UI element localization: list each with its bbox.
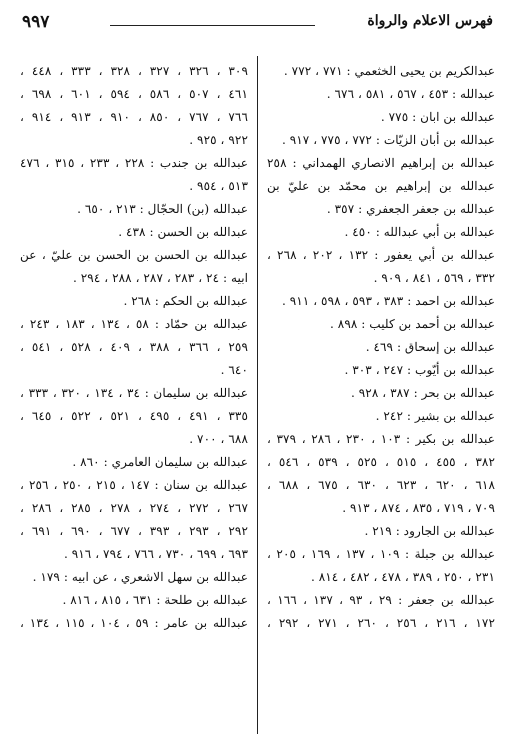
index-entry-line: ٣٣٢ ، ٥٦٩ ، ٨٤١ ، ٩٠٩ . [373, 271, 495, 285]
index-entry-line: ٣٠٩ ، ٣٢٦ ، ٣٢٧ ، ٣٢٨ ، ٣٣٣ ، ٤٤٨ ، [20, 64, 248, 78]
index-entry-line: عبدالله بن أبان الزيّات : ٧٧٢ ، ٧٧٥ ، ٩١٧ . [281, 133, 495, 147]
index-entry-line: عبدالله بن جعفر : ٢٩ ، ٩٣ ، ١٣٧ ، ١٦٦ ، [267, 593, 495, 607]
index-entry-line: ٦٩٣ ، ٦٩٩ ، ٧٣٠ ، ٧٦٦ ، ٧٩٤ ، ٩١٦ . [63, 547, 248, 561]
index-entry-line: ٤٦١ ، ٥٠٧ ، ٥٨٦ ، ٥٩٤ ، ٦٠١ ، ٦٩٨ ، [20, 87, 248, 101]
index-entry-line: عبدالله بن بشير : ٢٤٢ . [375, 409, 495, 423]
index-entry-line: عبدالله بن سنان : ١٤٧ ، ٢١٥ ، ٢٥٠ ، ٢٥٦ ، [20, 478, 248, 492]
index-entry-line: عبدالله بن جندب : ٢٢٨ ، ٢٣٣ ، ٣١٥ ، ٤٧٦ [20, 156, 248, 170]
index-entry-line: عبدالله بن الحسن بن الحسن بن عليّ ، عن [20, 248, 248, 262]
index-entry-line: عبدالله بن أبي يعفور : ١٣٢ ، ٢٠٢ ، ٢٦٨ ، [267, 248, 495, 262]
index-entry-line: ٥١٣ ، ٩٥٤ . [189, 179, 248, 193]
page-number: ٩٩٧ [22, 12, 50, 32]
index-entry-line: عبدالله بن الجارود : ٢١٩ . [364, 524, 495, 538]
running-title: فهرس الاعلام والرواة [367, 13, 493, 29]
index-entry-line: عبدالله بن أيّوب : ٢٤٧ ، ٣٠٣ . [344, 363, 495, 377]
index-entry-line: ٧٠٩ ، ٧١٩ ، ٨٣٥ ، ٨٧٤ ، ٩١٣ . [342, 501, 495, 515]
index-entry-line: عبدالكريم بن يحيى الخثعمي : ٧٧١ ، ٧٧٢ . [283, 64, 495, 78]
index-entry-line: عبدالله بن بكير : ١٠٣ ، ٢٣٠ ، ٢٨٦ ، ٣٧٩ ، [267, 432, 495, 446]
index-entry-line: عبدالله بن بحر : ٣٨٧ ، ٩٢٨ . [351, 386, 495, 400]
index-entry-line: ٦٨٨ ، ٧٠٠ . [189, 432, 248, 446]
index-entry-line: عبدالله بن أبي عبدالله : ٤٥٠ . [344, 225, 495, 239]
index-entry-line: ٢٣١ ، ٢٥٠ ، ٣٨٩ ، ٤٧٨ ، ٤٨٢ ، ٨١٤ . [310, 570, 495, 584]
index-entry-line: عبدالله بن إبراهيم الانصاري الهمداني : ٢٥٨ [267, 156, 495, 170]
index-entry-line: ٢٩٢ ، ٢٩٣ ، ٣٩٣ ، ٦٧٧ ، ٦٩٠ ، ٦٩١ ، [20, 524, 248, 538]
header-rule [110, 25, 315, 26]
page-header [22, 12, 493, 36]
index-entry-line: عبدالله بن سليمان العامري : ٨٦٠ . [72, 455, 248, 469]
index-entry-line: عبدالله بن ابان : ٧٧٥ . [380, 110, 495, 124]
index-entry-line: ٦٤٠ . [220, 363, 248, 377]
index-entry-line: عبدالله بن حمّاد : ٥٨ ، ١٣٤ ، ١٨٣ ، ٢٤٣ ، [20, 317, 248, 331]
index-column-left [20, 60, 248, 635]
column-divider [257, 56, 258, 734]
index-entry-line: عبدالله بن إبراهيم بن محمّد بن عليّ بن [267, 179, 495, 193]
index-entry-line: ابيه : ٢٤ ، ٢٨٣ ، ٢٨٧ ، ٢٨٨ ، ٢٩٤ . [72, 271, 248, 285]
index-entry-line: ٣٨٢ ، ٤٥٥ ، ٥١٥ ، ٥٢٥ ، ٥٣٩ ، ٥٤٦ ، [267, 455, 495, 469]
index-column-right [267, 60, 495, 635]
index-entry-line: عبدالله بن احمد : ٣٨٣ ، ٥٩٣ ، ٥٩٨ ، ٩١١ . [281, 294, 495, 308]
index-entry-line: ٣٣٥ ، ٤٩١ ، ٤٩٥ ، ٥٢١ ، ٥٢٢ ، ٦٤٥ ، [20, 409, 248, 423]
index-entry-line: عبدالله بن إسحاق : ٤٦٩ . [365, 340, 495, 354]
index-entry-line: ٢٦٧ ، ٢٧٢ ، ٢٧٤ ، ٢٧٨ ، ٢٨٥ ، ٢٨٦ ، [20, 501, 248, 515]
index-entry-line: ٩٢٢ ، ٩٢٥ . [189, 133, 248, 147]
index-entry-line: ٧٦٦ ، ٧٦٧ ، ٨٥٠ ، ٩١٠ ، ٩١٣ ، ٩١٤ ، [20, 110, 248, 124]
index-entry-line: ١٧٢ ، ٢١٦ ، ٢٥٦ ، ٢٦٠ ، ٢٧١ ، ٢٩٢ ، [267, 616, 495, 630]
index-entry-line: عبدالله (بن) الحجّال : ٢١٣ ، ٦٥٠ . [77, 202, 248, 216]
index-entry-line: عبدالله بن عامر : ٥٩ ، ١٠٤ ، ١١٥ ، ١٣٤ ، [20, 616, 248, 630]
index-entry-line: عبدالله بن سليمان : ٣٤ ، ١٣٤ ، ٣٢٠ ، ٣٣٣ ، [20, 386, 248, 400]
index-entry-line: ٦١٨ ، ٦٢٠ ، ٦٢٣ ، ٦٣٠ ، ٦٧٥ ، ٦٨٨ ، [267, 478, 495, 492]
index-entry-line: عبدالله بن جبلة : ١٠٩ ، ١٣٧ ، ١٦٩ ، ٢٠٥ ، [267, 547, 495, 561]
index-entry-line: عبدالله : ٤٥٣ ، ٥٦٧ ، ٥٨١ ، ٦٧٦ . [326, 87, 495, 101]
index-entry-line: عبدالله بن الحسن : ٤٣٨ . [118, 225, 248, 239]
index-entry-line: عبدالله بن جعفر الجعفري : ٣٥٧ . [326, 202, 495, 216]
index-entry-line: عبدالله بن أحمد بن كليب : ٨٩٨ . [330, 317, 495, 331]
index-entry-line: ٢٥٩ ، ٣٦٦ ، ٣٨٨ ، ٤٠٩ ، ٥٢٨ ، ٥٤١ ، [20, 340, 248, 354]
index-entry-line: عبدالله بن سهل الاشعري ، عن ابيه : ١٧٩ . [32, 570, 248, 584]
index-entry-line: عبدالله بن طلحة : ٦٣١ ، ٨١٥ ، ٨١٦ . [62, 593, 248, 607]
index-entry-line: عبدالله بن الحكم : ٢٦٨ . [123, 294, 248, 308]
